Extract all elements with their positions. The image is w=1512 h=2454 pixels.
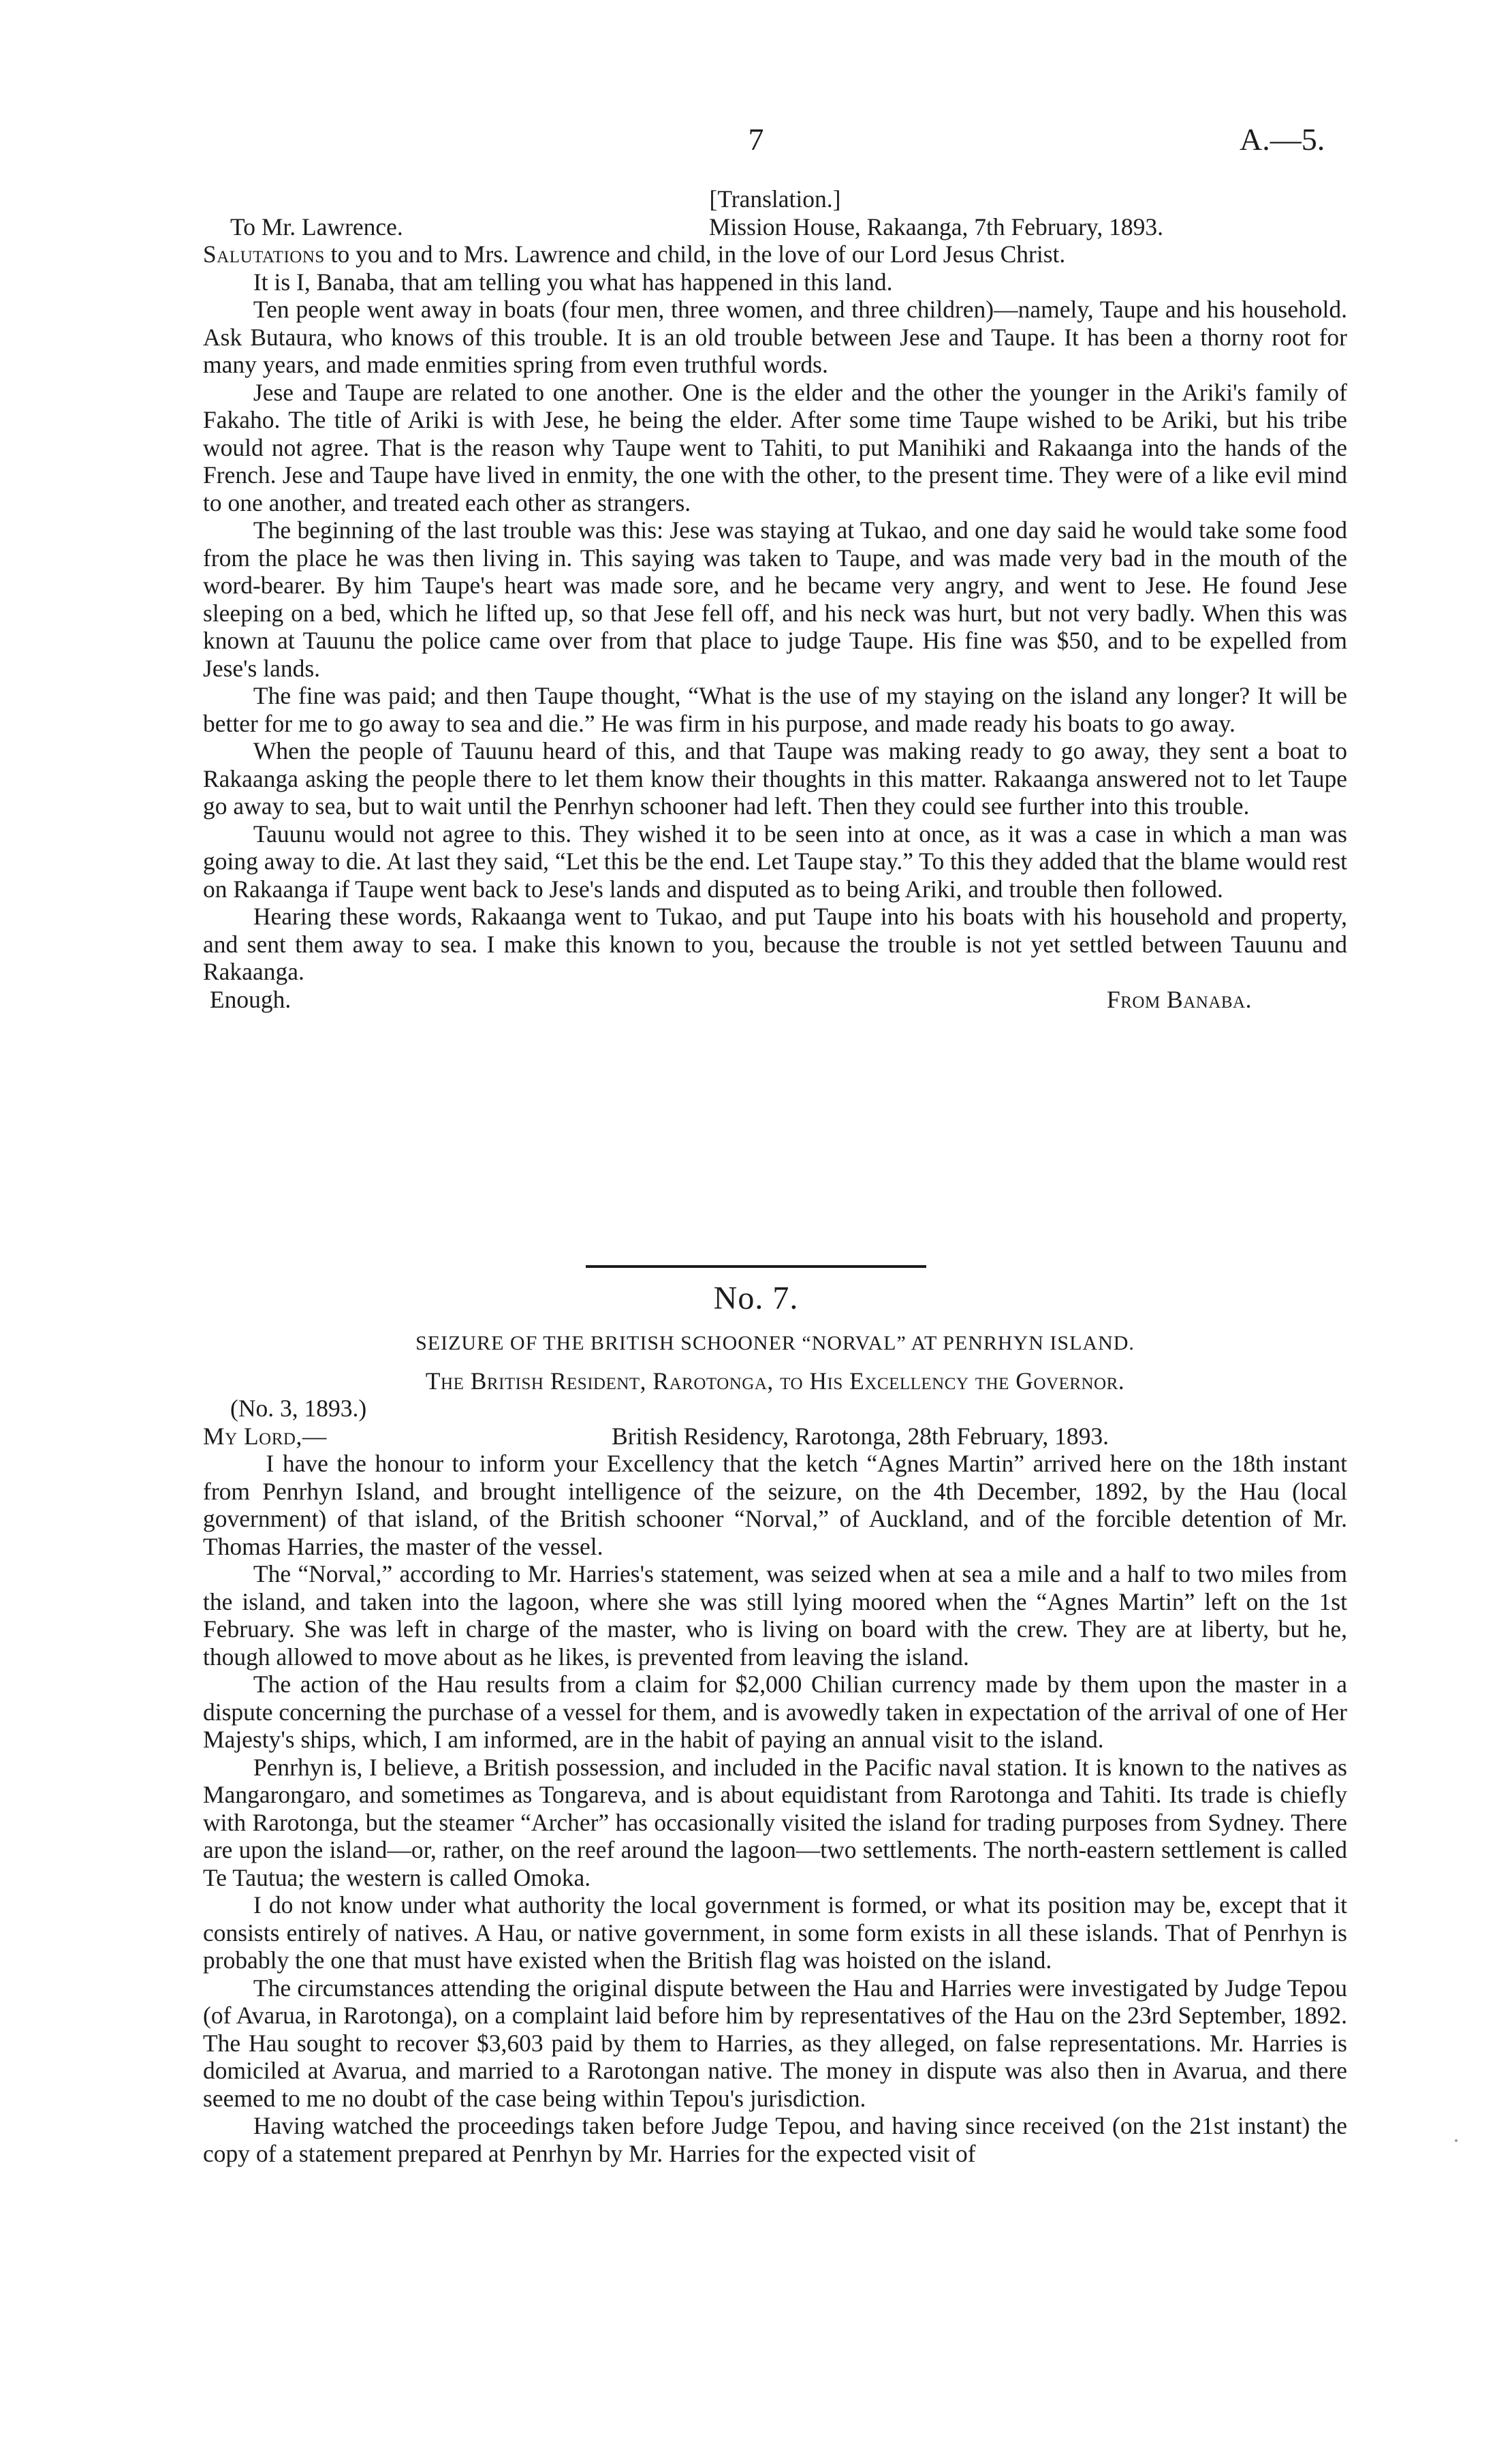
paragraph: The beginning of the last trouble was this: Jese was staying at Tukao, and one day said he would take some food from the place he was then living in. This saying was taken to Taupe, and was made very bad in the mouth of the word-bearer. By him Taupe's heart was made sore, and he became very angry, and went to Jese. He found Jese sleeping on a bed, which he lifted up, so that Jese fell off, and his neck was hurt, but not very badly. When this was known at Tauunu the police came over from that place to judge Taupe. His fine was $50, and to be expelled from Jese's lands. bbox=[203, 516, 1347, 682]
paragraph: When the people of Tauunu heard of this, and that Taupe was making ready to go away, they sent a boat to Rakaanga asking the people there to let them know their thoughts in this matter. Rakaanga answered not to let Taupe go away to sea, but to wait until the Penrhyn schooner had left. Then they could see further into this trouble. bbox=[203, 737, 1347, 820]
letter-address-line bbox=[203, 213, 1347, 241]
my-lord: My Lord,— bbox=[203, 1422, 327, 1450]
dispatch-address-line bbox=[203, 1423, 1347, 1450]
closing-signature: From Banaba. bbox=[1106, 985, 1252, 1013]
page-number: 7 bbox=[748, 122, 764, 157]
paragraph: The “Norval,” according to Mr. Harries's statement, was seized when at sea a mile and a half to two miles from the island, and taken into the lagoon, where she was still lying moored when the “Agnes Martin” left on the 1st February. She was left in charge of the master, who is living on board with the crew. They are at liberty, but he, though allowed to move about as he likes, is prevented from leaving the island. bbox=[203, 1560, 1347, 1671]
paragraph: The fine was paid; and then Taupe thought, “What is the use of my staying on the island any longer? It will be better for me to go away to sea and die.” He was firm in his purpose, and made ready his boats to go away. bbox=[203, 682, 1347, 737]
salutation-word: Salutations bbox=[203, 240, 325, 268]
paragraph: Jese and Taupe are related to one another. One is the elder and the other the younger in the Ariki's family of Fakaho. The title of Ariki is with Jese, he being the elder. After some time Taupe wished to be Ariki, but his tribe would not agree. That is the reason why Taupe went to Tahiti, to put Manihiki and Rakaanga into the hands of the French. Jese and Taupe have lived in enmity, the one with the other, to the present time. They were of a like evil mind to one another, and treated each other as strangers. bbox=[203, 378, 1347, 516]
translation-letter bbox=[203, 185, 1347, 1013]
paragraph: Ten people went away in boats (four men, three women, and three children)—namely, Taupe and his household. Ask Butaura, who knows of this trouble. It is an old trouble between Jese and Taupe. It has been a thorny root for many years, and made enmities spring from even truthful words. bbox=[203, 296, 1347, 378]
letter-recipient: To Mr. Lawrence. bbox=[230, 213, 403, 240]
section-divider bbox=[586, 1265, 926, 1268]
paragraph: I have the honour to inform your Excellency that the ketch “Agnes Martin” arrived here on the 18th instant from Penrhyn Island, and brought intelligence of the seizure, on the 4th December, 1892, by the Hau (local government) of that island, of the British schooner “Norval,” of Auckland, and of the forcible detention of Mr. Thomas Harries, the master of the vessel. bbox=[203, 1450, 1347, 1560]
closing-enough: Enough. bbox=[210, 985, 292, 1013]
paragraph: Tauunu would not agree to this. They wished it to be seen into at once, as it was a case in which a man was going away to die. At last they said, “Let this be the end. Let Taupe stay.” To this they added that the blame would rest on Rakaanga if Taupe went back to Jese's lands and disputed as to being Ariki, and trouble then followed. bbox=[203, 820, 1347, 903]
paragraph: The circumstances attending the original dispute between the Hau and Harries were investigated by Judge Tepou (of Avarua, in Rarotonga), on a complaint laid before him by representatives of the Hau on the 23rd September, 1892. The Hau sought to recover $3,603 paid by them to Harries, as they alleged, on false representations. Mr. Harries is domiciled at Avarua, and married to a Rarotongan native. The money in dispute was also then in Avarua, and there seemed to me no doubt of the case being within Tepou's jurisdiction. bbox=[203, 1974, 1347, 2112]
letter-place-date: Mission House, Rakaanga, 7th February, 1893. bbox=[708, 213, 1163, 240]
paragraph: Penrhyn is, I believe, a British possession, and included in the Pacific naval station. It is known to the natives as Mangarongaro, and sometimes as Tongareva, and is about equidistant from Rarotonga and Tahiti. Its trade is chiefly with Rarotonga, but the steamer “Archer” has occasionally visited the island for trading purposes from Sydney. There are upon the island—or, rather, on the reef around the lagoon—two settlements. The north-eastern settlement is called Te Tautua; the western is called Omoka. bbox=[203, 1753, 1347, 1891]
salutation-text: to you and to Mrs. Lawrence and child, in the love of our Lord Jesus Christ. bbox=[324, 240, 1066, 268]
letter-closing bbox=[203, 986, 1347, 1014]
no7-section bbox=[203, 1330, 1347, 2167]
paragraph: The action of the Hau results from a claim for $2,000 Chilian currency made by them upon the master in a dispute concerning the purchase of a vessel for them, and is avowedly taken in expectation of the arrival of one of Her Majesty's ships, which, I am informed, are in the habit of paying an annual visit to the island. bbox=[203, 1671, 1347, 1753]
dispatch-place-date: British Residency, Rarotonga, 28th February, 1893. bbox=[612, 1422, 1109, 1450]
paragraph: I do not know under what authority the local government is formed, or what its position may be, except that it consists entirely of natives. A Hau, or native government, in some form exists in all these islands. That of Penrhyn is probably the one that must have existed when the British flag was hoisted on the island. bbox=[203, 1891, 1347, 1974]
section-number: No. 7. bbox=[713, 1280, 799, 1316]
paragraph: It is I, Banaba, that am telling you what has happened in this land. bbox=[253, 268, 893, 296]
correspondence-from-to: The British Resident, Rarotonga, to His Excellency the Governor. bbox=[425, 1367, 1125, 1395]
paragraph: Hearing these words, Rakaanga went to Tukao, and put Taupe into his boats with his household and property, and sent them away to sea. I make this known to you, because the trouble is not yet settled between Tauunu and Rakaanga. bbox=[203, 903, 1347, 985]
paragraph: Having watched the proceedings taken before Judge Tepou, and having since received (on the 21st instant) the copy of a statement prepared at Penrhyn by Mr. Harries for the expected visit of bbox=[203, 2112, 1347, 2167]
scan-speck bbox=[1455, 2139, 1458, 2142]
document-reference: A.—5. bbox=[1240, 122, 1325, 157]
salutation bbox=[203, 240, 1347, 268]
section-title: SEIZURE OF THE BRITISH SCHOONER “NORVAL” AT PENRHYN ISLAND. bbox=[415, 1332, 1135, 1354]
translation-label: [Translation.] bbox=[709, 185, 841, 213]
dispatch-number: (No. 3, 1893.) bbox=[230, 1395, 367, 1422]
